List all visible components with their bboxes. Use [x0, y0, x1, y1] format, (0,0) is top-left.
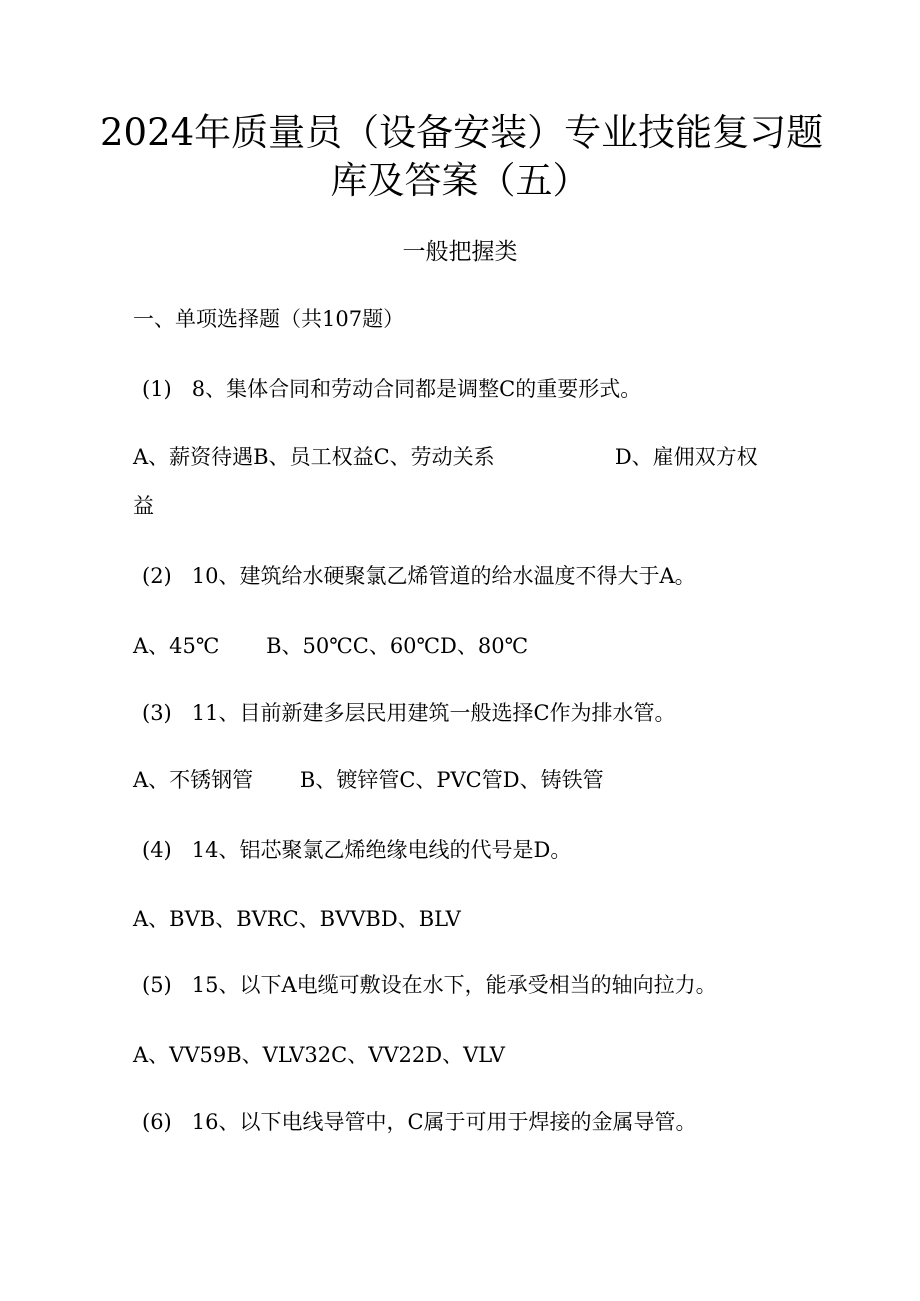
option-line: A、45℃ B、50℃C、60℃D、80℃ [133, 634, 529, 658]
option-line-wrap: 益 [133, 494, 154, 518]
question-line: (5) 15、以下A电缆可敷设在水下，能承受相当的轴向拉力。 [142, 973, 717, 997]
option-line: A、薪资待遇B、员工权益C、劳动关系 D、雇佣双方权 [133, 445, 758, 469]
question-line: (1) 8、集体合同和劳动合同都是调整C的重要形式。 [142, 377, 642, 401]
question-line: (2) 10、建筑给水硬聚氯乙烯管道的给水温度不得大于A。 [142, 564, 696, 588]
document-title-line-2: 库及答案（五） [330, 159, 590, 202]
question-line: (4) 14、铝芯聚氯乙烯绝缘电线的代号是D。 [142, 838, 572, 862]
question-line: (3) 11、目前新建多层民用建筑一般选择C作为排水管。 [142, 701, 676, 725]
section-heading: 一、单项选择题（共107题） [133, 307, 405, 331]
option-line: A、BVB、BVRC、BVVBD、BLV [133, 907, 461, 931]
question-line: (6) 16、以下电线导管中，C属于可用于焊接的金属导管。 [142, 1110, 697, 1134]
option-line: A、VV59B、VLV32C、VV22D、VLV [133, 1043, 505, 1067]
option-line: A、不锈钢管 B、镀锌管C、PVC管D、铸铁管 [133, 768, 604, 792]
category-subtitle: 一般把握类 [402, 239, 518, 265]
document-title-line-1: 2024年质量员（设备安装）专业技能复习题 [100, 111, 824, 154]
